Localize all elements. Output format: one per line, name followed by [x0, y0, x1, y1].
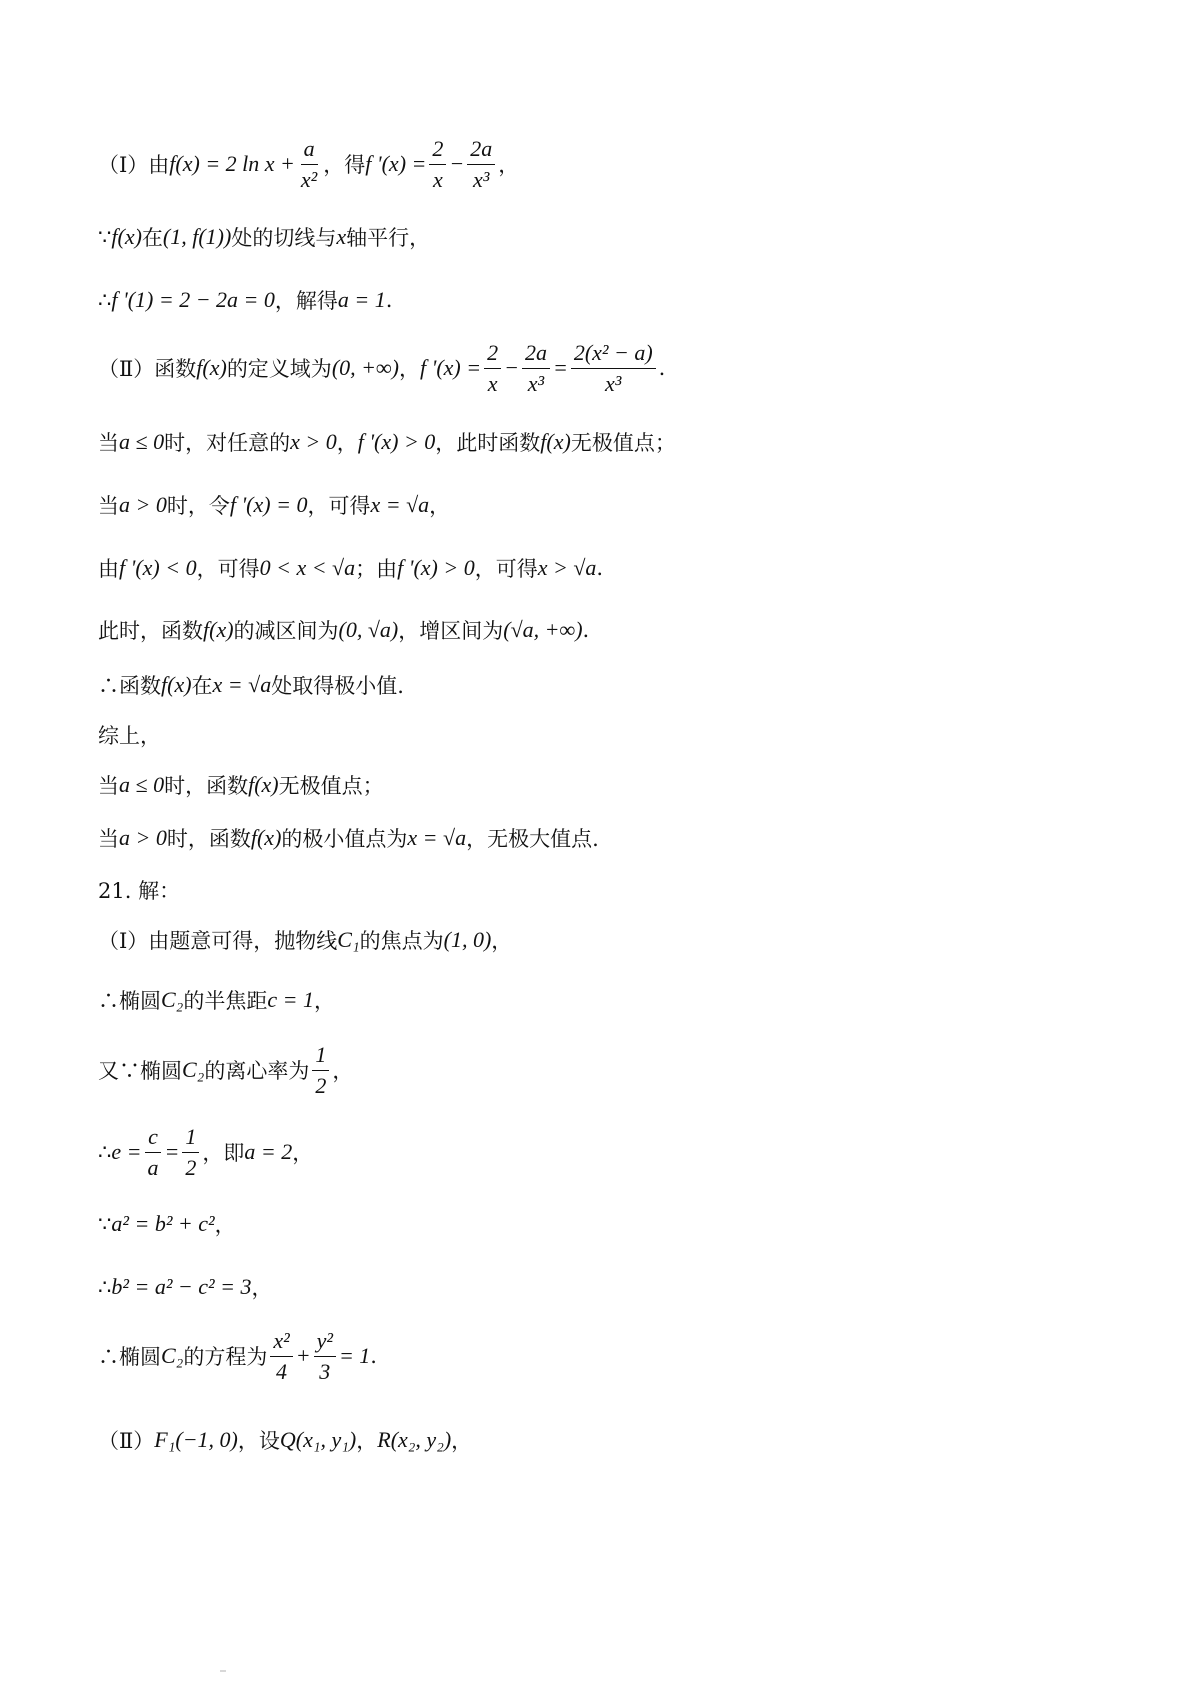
- text-segment: ∴: [98, 288, 112, 312]
- fraction-denominator: x³: [605, 370, 622, 396]
- text-segment: （Ⅰ）由题意可得，抛物线: [98, 929, 338, 953]
- fraction-denominator: 2: [185, 1154, 197, 1180]
- text-line: [98, 538, 1140, 598]
- text-segment: （Ⅰ）由: [98, 153, 170, 177]
- math-expression: (0, √a): [338, 617, 399, 642]
- text-segment: ，: [399, 357, 420, 381]
- text-segment: ，得: [323, 153, 366, 177]
- fraction-numerator: x²: [270, 1328, 292, 1356]
- math-expression: a > 0: [119, 825, 167, 850]
- math-expression: (0, +∞): [331, 355, 399, 380]
- text-segment: ，: [313, 989, 335, 1013]
- text-segment: 在: [141, 226, 163, 250]
- text-line: [98, 1194, 1140, 1254]
- math-expression: C₂: [161, 987, 184, 1012]
- math-expression: a > 0: [119, 492, 167, 517]
- text-segment: 综上，: [98, 724, 161, 748]
- math-expression: x = √a: [407, 825, 467, 850]
- text-segment: 21. 解：: [98, 879, 181, 903]
- text-line: [98, 1122, 1140, 1182]
- fraction-denominator: a: [147, 1154, 159, 1180]
- math-expression: =: [552, 355, 568, 380]
- text-segment: ，: [491, 929, 513, 953]
- text-segment: ，无极大值点.: [466, 827, 599, 851]
- text-segment: .: [370, 1344, 377, 1368]
- text-segment: ，: [214, 1213, 236, 1237]
- fraction-numerator: c: [145, 1124, 161, 1152]
- math-expression: x > 0: [290, 429, 337, 454]
- text-segment: ，可得: [196, 557, 260, 581]
- math-expression: R(x₂, y₂): [377, 1427, 452, 1452]
- math-expression: f '(1) = 2 − 2a = 0: [111, 287, 275, 312]
- text-segment: 由: [98, 557, 119, 581]
- math-expression: f(x) = 2 ln x +: [169, 151, 295, 176]
- text-line: [98, 910, 1140, 970]
- text-line: [98, 1410, 1140, 1470]
- text-segment: 当: [98, 494, 119, 518]
- text-segment: ；由: [355, 557, 398, 581]
- math-expression: f(x): [248, 772, 279, 797]
- math-expression: c = 1: [267, 987, 314, 1012]
- text-segment: 时，令: [166, 494, 230, 518]
- text-segment: 当: [98, 774, 119, 798]
- text-segment: 无极值点；: [278, 774, 384, 798]
- math-expression: F₁(−1, 0): [154, 1427, 238, 1452]
- fraction-denominator: x³: [527, 370, 545, 396]
- text-segment: .: [596, 556, 604, 580]
- math-fraction: [467, 136, 495, 192]
- text-segment: 的减区间为: [233, 619, 339, 643]
- math-expression: f(x): [540, 429, 571, 454]
- footer-mark: [220, 1670, 226, 1672]
- text-segment: ，增区间为: [398, 619, 504, 643]
- math-expression: −: [449, 151, 465, 176]
- math-expression: a = 2: [244, 1139, 293, 1164]
- text-line: [98, 600, 1140, 660]
- text-segment: （Ⅱ）函数: [98, 357, 197, 381]
- text-segment: 无极值点；: [570, 431, 676, 455]
- fraction-numerator: y²: [314, 1328, 336, 1356]
- text-line: [98, 134, 1140, 194]
- text-segment: 处的切线与: [231, 226, 337, 250]
- math-fraction: [314, 1328, 336, 1384]
- text-segment: 时，对任意的: [164, 431, 291, 455]
- fraction-denominator: 3: [319, 1358, 331, 1384]
- math-expression: Q(x₁, y₁): [279, 1427, 357, 1452]
- fraction-numerator: 2a: [522, 340, 550, 368]
- text-segment: ，: [336, 431, 358, 455]
- math-expression: x = √a: [370, 492, 430, 517]
- math-expression: C₂: [182, 1057, 205, 1082]
- math-expression: x > √a: [537, 555, 597, 580]
- text-segment: ，可得: [307, 494, 371, 518]
- math-fraction: [182, 1124, 199, 1180]
- math-expression: f(x): [250, 825, 282, 850]
- text-segment: ，: [292, 1141, 314, 1165]
- text-segment: ，: [429, 494, 451, 518]
- math-expression: =: [164, 1139, 180, 1164]
- math-expression: = 1: [338, 1343, 371, 1368]
- text-line: [98, 475, 1140, 535]
- text-segment: ，此时函数: [435, 431, 541, 455]
- math-expression: f '(x) < 0: [119, 555, 197, 580]
- text-line: [98, 1326, 1140, 1386]
- text-segment: ，: [498, 153, 520, 177]
- text-segment: ，解得: [274, 289, 338, 313]
- text-segment: ，: [332, 1059, 354, 1083]
- text-segment: 此时，函数: [98, 619, 203, 643]
- math-expression: 0 < x < √a: [259, 555, 356, 580]
- text-segment: （Ⅱ）: [98, 1429, 155, 1453]
- math-expression: f(x): [196, 355, 227, 380]
- text-segment: 的定义域为: [226, 357, 332, 381]
- math-expression: (1, f(1)): [162, 224, 232, 249]
- math-fraction: [484, 340, 501, 396]
- math-expression: f(x): [161, 672, 192, 697]
- fraction-denominator: x: [432, 166, 443, 192]
- math-expression: f(x): [111, 224, 142, 249]
- text-line: [98, 755, 1140, 815]
- text-segment: 当: [98, 431, 119, 455]
- math-expression: a ≤ 0: [119, 429, 165, 454]
- math-expression: x: [336, 224, 347, 249]
- fraction-numerator: 2: [429, 136, 446, 164]
- text-segment: ∴椭圆: [98, 989, 161, 1013]
- math-expression: +: [295, 1343, 311, 1368]
- text-line: [98, 1040, 1140, 1100]
- text-segment: 时，函数: [164, 774, 249, 798]
- math-expression: f '(x) =: [420, 355, 482, 380]
- text-segment: 轴平行，: [346, 226, 431, 250]
- fraction-numerator: 2: [484, 340, 501, 368]
- text-segment: 在: [191, 674, 213, 698]
- text-line: [98, 207, 1140, 267]
- text-segment: ，设: [237, 1429, 280, 1453]
- text-segment: .: [658, 356, 666, 380]
- math-fraction: [312, 1042, 329, 1098]
- text-segment: ∴函数: [98, 674, 161, 698]
- fraction-numerator: 2a: [467, 136, 495, 164]
- text-line: [98, 412, 1140, 472]
- math-fraction: [298, 136, 320, 192]
- text-segment: ∴: [98, 1140, 112, 1164]
- text-segment: 又∵椭圆: [98, 1059, 182, 1083]
- text-line: [98, 338, 1140, 398]
- text-segment: ∵: [98, 1212, 112, 1236]
- fraction-denominator: x: [487, 370, 498, 396]
- fraction-numerator: 1: [182, 1124, 199, 1152]
- math-expression: f '(x) = 0: [229, 492, 308, 517]
- math-expression: f '(x) > 0: [397, 555, 475, 580]
- fraction-denominator: 2: [315, 1072, 327, 1098]
- math-expression: C₂: [161, 1343, 184, 1368]
- text-line: [98, 1257, 1140, 1317]
- text-segment: .: [582, 618, 590, 642]
- math-expression: a ≤ 0: [119, 772, 165, 797]
- text-segment: ∴: [98, 1275, 112, 1299]
- text-line: [98, 270, 1140, 330]
- math-fraction: [571, 340, 656, 396]
- text-segment: 的极小值点为: [281, 827, 408, 851]
- fraction-denominator: x³: [473, 166, 490, 192]
- text-segment: ∴椭圆: [98, 1345, 161, 1369]
- math-fraction: [145, 1124, 162, 1180]
- text-segment: ，即: [202, 1141, 245, 1165]
- math-expression: a² = b² + c²: [111, 1211, 215, 1236]
- text-segment: 当: [98, 827, 119, 851]
- text-segment: ，可得: [474, 557, 538, 581]
- text-segment: 时，函数: [166, 827, 251, 851]
- math-expression: (1, 0): [443, 927, 492, 952]
- fraction-numerator: 2(x² − a): [571, 340, 656, 368]
- text-segment: ∵: [98, 225, 112, 249]
- math-expression: e =: [111, 1139, 142, 1164]
- fraction-denominator: 4: [276, 1358, 288, 1384]
- text-line: [98, 970, 1140, 1030]
- text-segment: 的离心率为: [204, 1059, 310, 1083]
- fraction-numerator: a: [301, 136, 318, 164]
- math-expression: (√a, +∞): [503, 617, 583, 642]
- math-fraction: [429, 136, 446, 192]
- text-segment: ，: [451, 1429, 473, 1453]
- math-expression: C₁: [337, 927, 360, 952]
- math-expression: −: [504, 355, 519, 380]
- math-expression: f '(x) > 0: [357, 429, 436, 454]
- fraction-numerator: 1: [312, 1042, 329, 1070]
- text-line: [98, 808, 1140, 868]
- text-segment: 处取得极小值.: [271, 674, 404, 698]
- text-segment: 的方程为: [183, 1345, 268, 1369]
- text-segment: ，: [251, 1276, 273, 1300]
- fraction-denominator: x²: [300, 166, 318, 192]
- math-expression: b² = a² − c² = 3: [111, 1274, 252, 1299]
- math-expression: a = 1: [337, 287, 386, 312]
- math-expression: f '(x) =: [365, 151, 427, 176]
- text-segment: .: [385, 288, 393, 312]
- text-segment: 的半焦距: [183, 989, 268, 1013]
- text-segment: 的焦点为: [359, 929, 444, 953]
- text-segment: ，: [356, 1429, 378, 1453]
- math-expression: x = √a: [212, 672, 272, 697]
- math-expression: f(x): [203, 617, 234, 642]
- math-fraction: [522, 340, 550, 396]
- math-fraction: [270, 1328, 292, 1384]
